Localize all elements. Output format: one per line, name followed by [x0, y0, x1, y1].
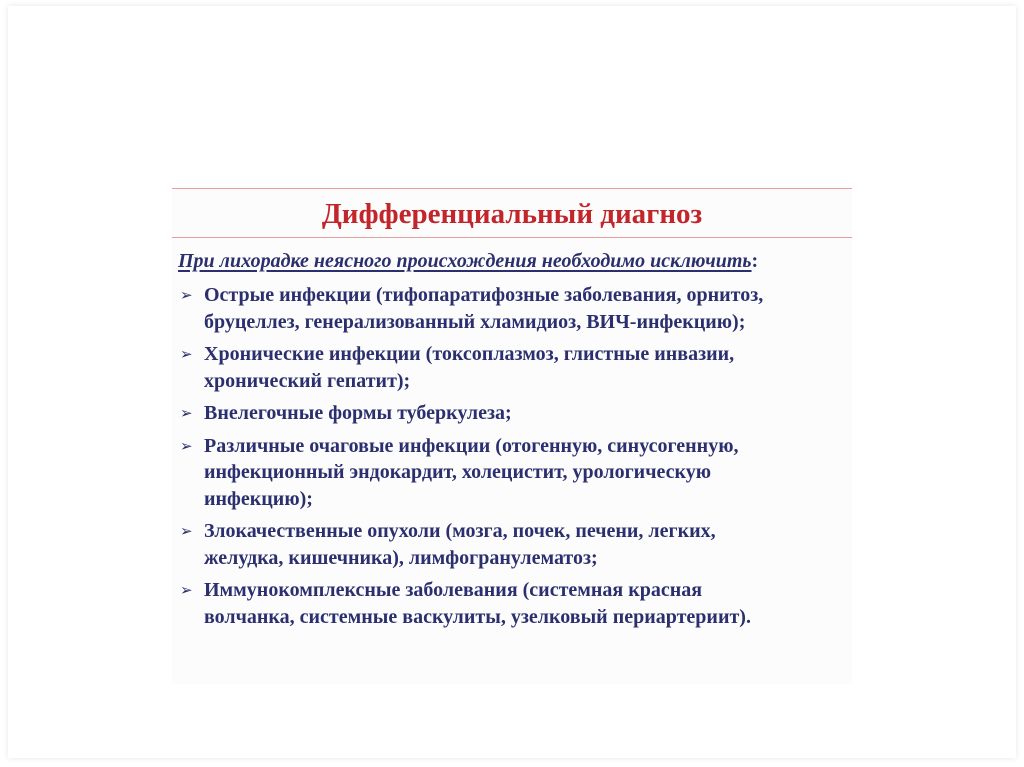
- arrow-bullet-icon: ➢: [180, 436, 193, 455]
- list-item-line: Иммунокомплексные заболевания (системная красная: [204, 579, 703, 601]
- intro-text: При лихорадке неясного происхождения необходимо исключить: [178, 250, 752, 272]
- arrow-bullet-icon: ➢: [180, 522, 193, 540]
- list-item: [178, 341, 848, 394]
- list-item-line: Хронические инфекции (токсоплазмоз, глистные инвазии,: [204, 343, 735, 365]
- list-item: [178, 433, 848, 513]
- title-bottom-rule: [172, 237, 852, 238]
- list-item: [178, 577, 848, 630]
- list-item-line: волчанка, системные васкулиты, узелковый периартериит).: [204, 605, 751, 628]
- list-item-line: бруцеллез, генерализованный хламидиоз, ВИЧ-инфекцию);: [204, 310, 746, 333]
- arrow-bullet-icon: ➢: [180, 286, 193, 304]
- list-item-line: желудка, кишечника), лимфогранулематоз;: [204, 546, 598, 569]
- list-item-line: Внелегочные формы туберкулеза;: [204, 402, 512, 424]
- title-top-rule: [172, 188, 852, 189]
- list-item: [178, 400, 848, 427]
- list-item-line: Острые инфекции (тифопаратифозные заболевания, орнитоз,: [204, 284, 764, 306]
- list-item: [178, 518, 848, 571]
- list-item-line: инфекцию);: [204, 487, 313, 510]
- list-item-line: хронический гепатит);: [204, 369, 411, 392]
- list-item: [178, 282, 848, 335]
- arrow-bullet-icon: ➢: [180, 345, 193, 363]
- list-item-line: Различные очаговые инфекции (отогенную, синусогенную,: [204, 434, 739, 457]
- intro-line: [178, 248, 758, 274]
- exclusion-list: [178, 282, 848, 636]
- list-item-line: инфекционный эндокардит, холецистит, урологическую: [204, 461, 711, 483]
- arrow-bullet-icon: ➢: [180, 581, 193, 599]
- slide-title: Дифференциальный диагноз: [321, 198, 703, 230]
- list-item-line: Злокачественные опухоли (мозга, почек, печени, легких,: [204, 520, 716, 542]
- arrow-bullet-icon: ➢: [180, 404, 193, 422]
- intro-colon: :: [751, 250, 759, 272]
